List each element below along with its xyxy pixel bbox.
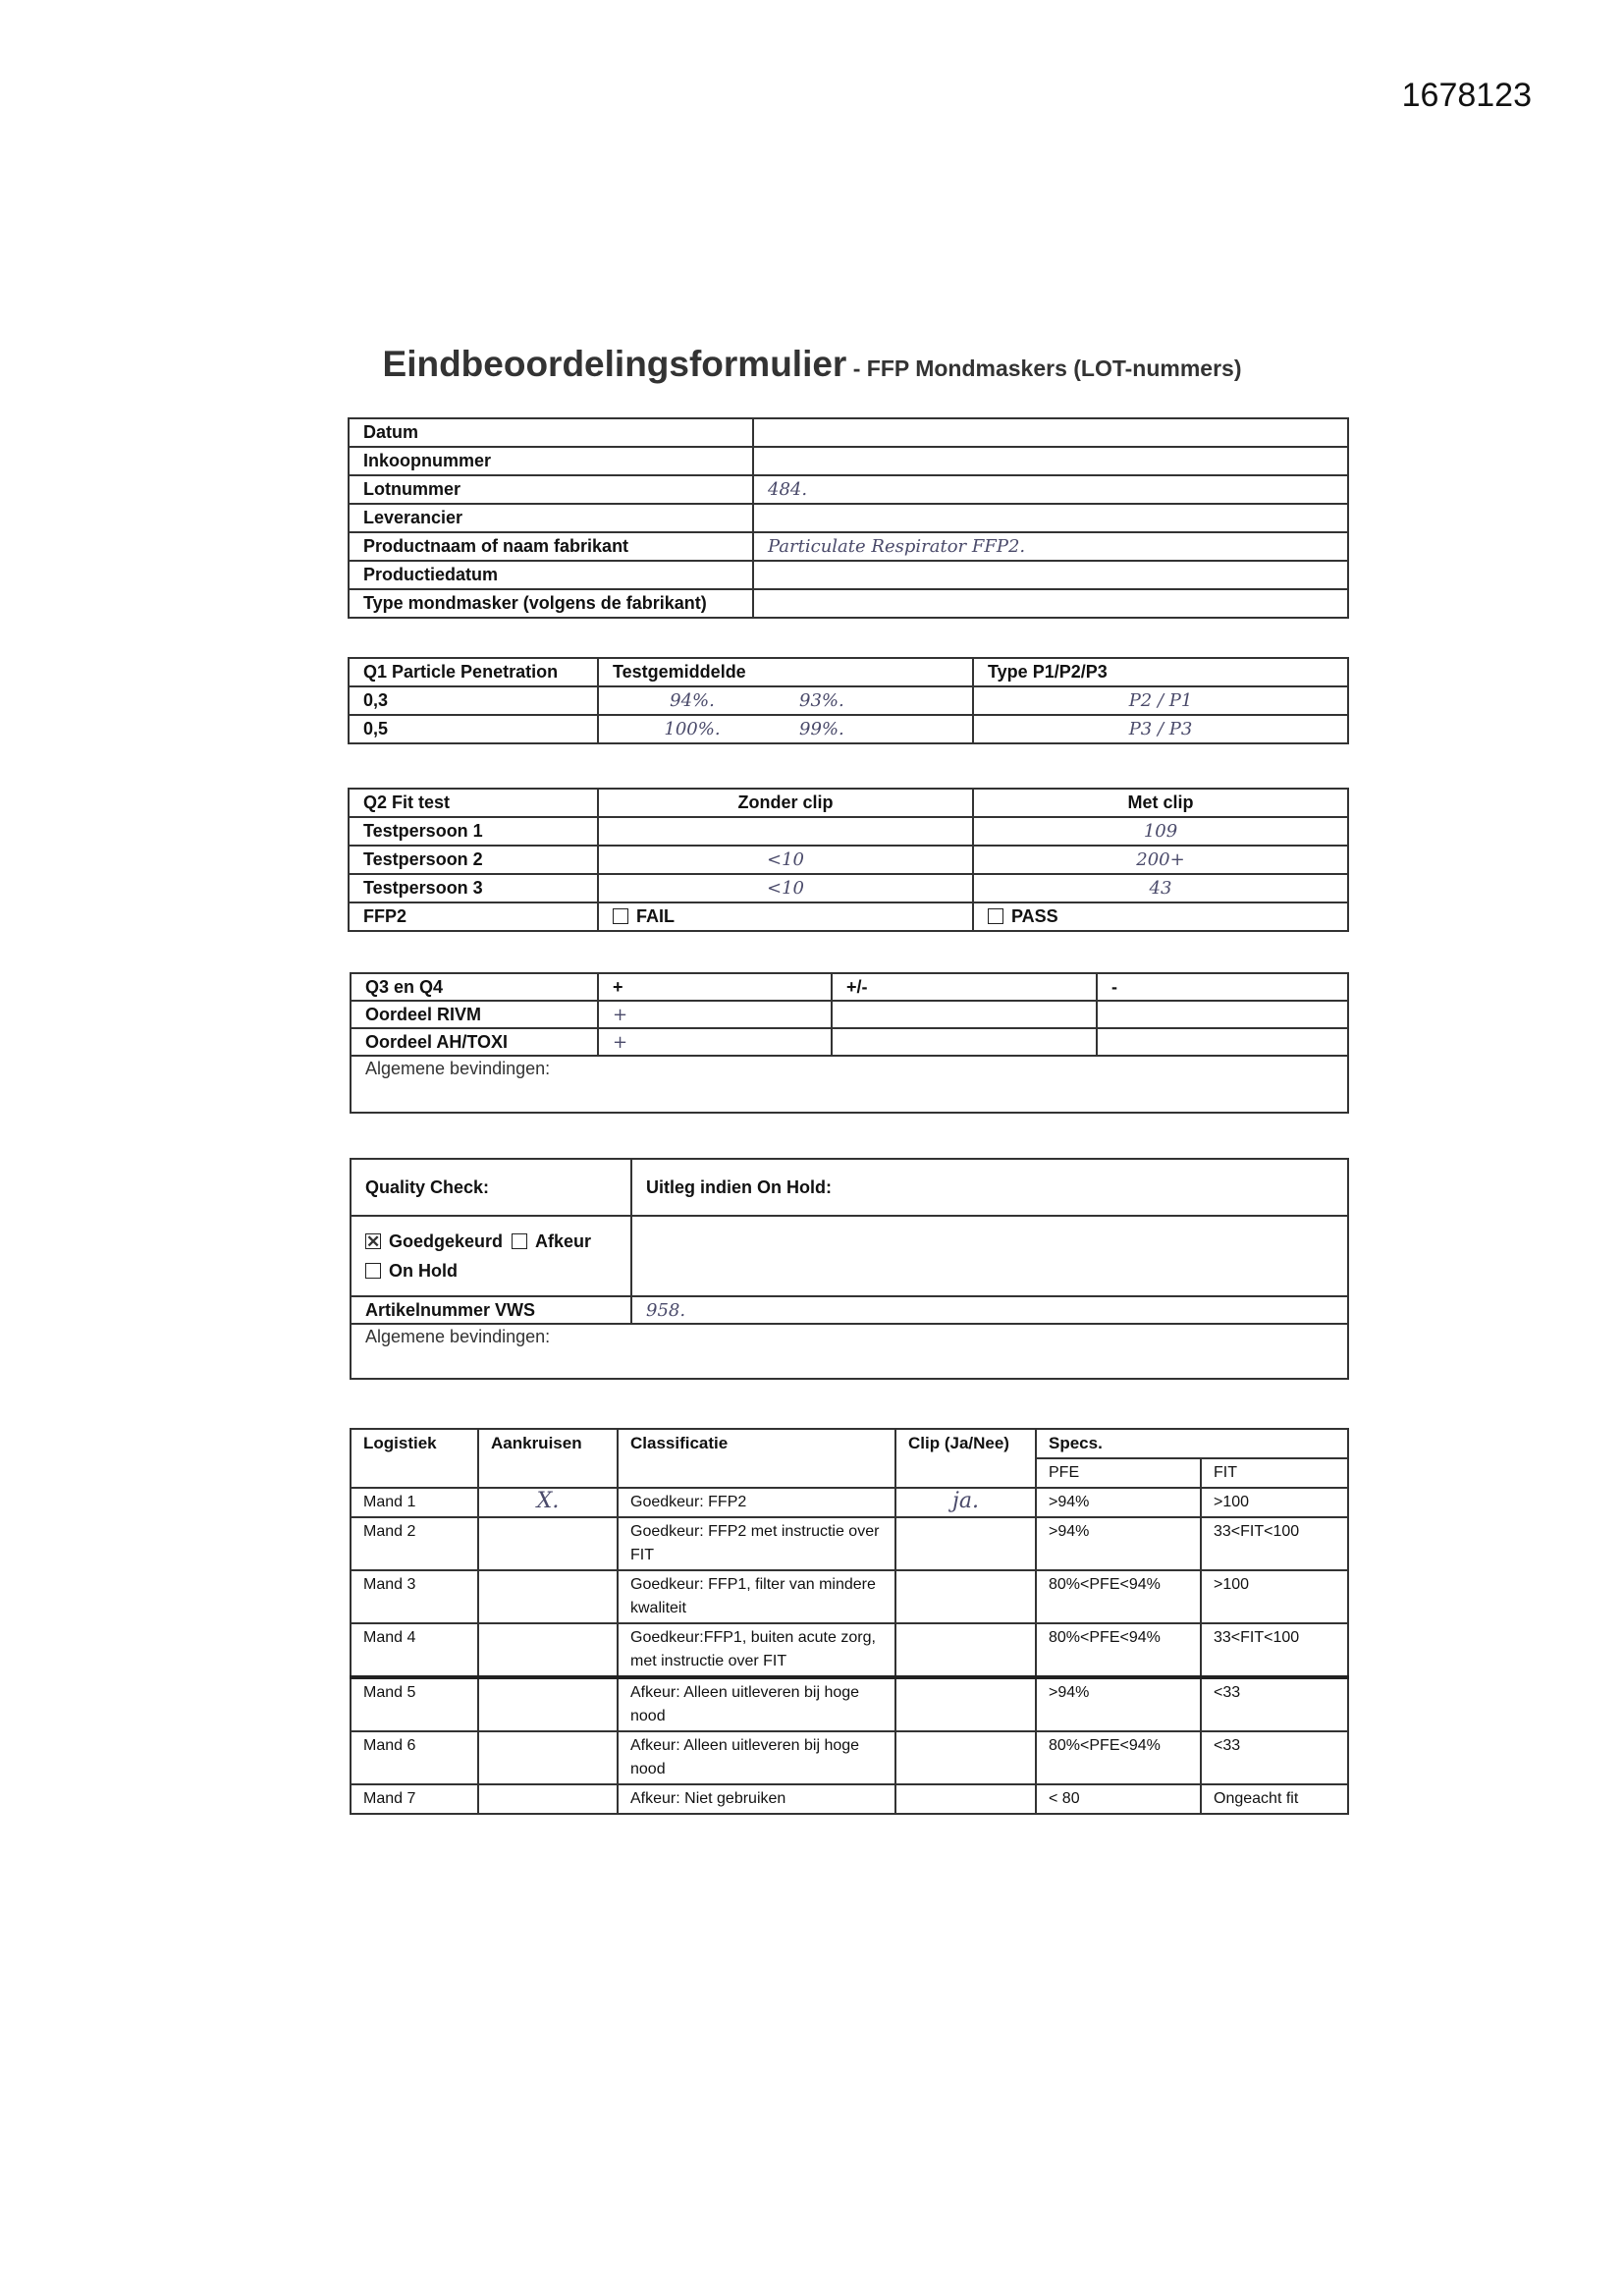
q1-type: P3 / P3 [973, 715, 1348, 743]
q1-label: 0,5 [349, 715, 598, 743]
pass-label: PASS [1011, 906, 1058, 926]
goedgekeurd-label: Goedgekeurd [389, 1231, 504, 1251]
info-row [349, 561, 1348, 589]
info-row [349, 504, 1348, 532]
q3-cell [832, 1028, 1097, 1056]
on-hold-checkbox[interactable] [365, 1261, 458, 1281]
spec-fit: Ongeacht fit [1201, 1784, 1348, 1814]
spec-pfe: >94% [1036, 1677, 1201, 1731]
quality-table [350, 1158, 1349, 1380]
info-label: Inkoopnummer [349, 447, 753, 475]
clip-value [895, 1784, 1036, 1814]
aankruisen-mark [478, 1784, 618, 1814]
q2-ffp2-label: FFP2 [349, 902, 598, 931]
form-title-main: Eindbeoordelingsformulier [382, 344, 847, 384]
q2-row [349, 817, 1348, 846]
on-hold-label: On Hold [389, 1261, 458, 1281]
q1-value-a: 100%. [598, 715, 785, 743]
classificatie: Goedkeur: FFP2 met instructie over FIT [618, 1517, 895, 1570]
info-label: Productiedatum [349, 561, 753, 589]
info-table [348, 417, 1349, 619]
q3-label: Oordeel RIVM [351, 1001, 598, 1028]
q1-value-a: 94%. [598, 686, 785, 715]
quality-check-label: Quality Check: [351, 1159, 631, 1216]
logistiek-row [351, 1677, 1348, 1731]
aankruisen-mark: X. [478, 1488, 618, 1517]
logistiek-row [351, 1517, 1348, 1570]
info-row [349, 589, 1348, 618]
q2-row [349, 846, 1348, 874]
quality-header-row [351, 1159, 1348, 1216]
info-row [349, 447, 1348, 475]
q2-label: Testpersoon 3 [349, 874, 598, 902]
q2-row [349, 874, 1348, 902]
classificatie: Afkeur: Alleen uitleveren bij hoge nood [618, 1677, 895, 1731]
q1-header: Type P1/P2/P3 [973, 658, 1348, 686]
info-label: Lotnummer [349, 475, 753, 504]
q2-zonder: <10 [598, 846, 973, 874]
info-row [349, 418, 1348, 447]
classificatie: Afkeur: Alleen uitleveren bij hoge nood [618, 1731, 895, 1784]
fail-label: FAIL [636, 906, 675, 926]
mand-label: Mand 7 [351, 1784, 478, 1814]
spec-header-pfe: PFE [1036, 1458, 1201, 1488]
mand-label: Mand 6 [351, 1731, 478, 1784]
spec-fit: 33<FIT<100 [1201, 1517, 1348, 1570]
pass-checkbox[interactable] [973, 902, 1348, 931]
q2-header-row [349, 789, 1348, 817]
q2-met: 43 [973, 874, 1348, 902]
info-label: Type mondmasker (volgens de fabrikant) [349, 589, 753, 618]
classificatie: Afkeur: Niet gebruiken [618, 1784, 895, 1814]
clip-value [895, 1731, 1036, 1784]
q3-header: +/- [832, 973, 1097, 1001]
classificatie: Goedkeur:FFP1, buiten acute zorg, met instructie over FIT [618, 1623, 895, 1677]
classificatie: Goedkeur: FFP2 [618, 1488, 895, 1517]
quality-options [351, 1216, 631, 1296]
q3-plus-mark: + [598, 1028, 832, 1056]
checked-box-icon [365, 1233, 381, 1249]
spec-pfe: < 80 [1036, 1784, 1201, 1814]
info-value [753, 504, 1348, 532]
q3-header-row [351, 973, 1348, 1001]
clip-value [895, 1517, 1036, 1570]
logistiek-header: Aankruisen [478, 1429, 618, 1488]
artikel-row [351, 1296, 1348, 1324]
spec-fit: >100 [1201, 1570, 1348, 1623]
spec-pfe: >94% [1036, 1488, 1201, 1517]
afkeur-checkbox[interactable] [508, 1231, 591, 1251]
q1-table [348, 657, 1349, 744]
aankruisen-mark [478, 1677, 618, 1731]
spec-fit: <33 [1201, 1731, 1348, 1784]
q1-value-b: 99%. [785, 715, 973, 743]
q2-ffp2-row [349, 902, 1348, 931]
q2-table [348, 788, 1349, 932]
q2-zonder [598, 817, 973, 846]
info-row [349, 475, 1348, 504]
logistiek-header: Clip (Ja/Nee) [895, 1429, 1036, 1488]
q1-header-row [349, 658, 1348, 686]
info-value [753, 418, 1348, 447]
logistiek-row [351, 1784, 1348, 1814]
artikel-value: 958. [631, 1296, 1348, 1324]
spec-header-fit: FIT [1201, 1458, 1348, 1488]
clip-value: ja. [895, 1488, 1036, 1517]
form-title-sub: - FFP Mondmaskers (LOT-nummers) [846, 355, 1242, 381]
document-id: 1678123 [1401, 77, 1532, 114]
q2-header: Met clip [973, 789, 1348, 817]
afkeur-label: Afkeur [535, 1231, 592, 1251]
logistiek-row [351, 1488, 1348, 1517]
logistiek-header-row [351, 1429, 1348, 1458]
q3-label: Oordeel AH/TOXI [351, 1028, 598, 1056]
aankruisen-mark [478, 1623, 618, 1677]
q3-row [351, 1028, 1348, 1056]
logistiek-row [351, 1623, 1348, 1677]
aankruisen-mark [478, 1570, 618, 1623]
q1-label: 0,3 [349, 686, 598, 715]
info-row [349, 532, 1348, 561]
q1-type: P2 / P1 [973, 686, 1348, 715]
spec-pfe: >94% [1036, 1517, 1201, 1570]
info-value [753, 561, 1348, 589]
aankruisen-mark [478, 1731, 618, 1784]
quality-general-label: Algemene bevindingen: [351, 1324, 1348, 1379]
spec-pfe: 80%<PFE<94% [1036, 1570, 1201, 1623]
quality-options-row [351, 1216, 1348, 1296]
logistiek-table [350, 1428, 1349, 1815]
logistiek-row [351, 1570, 1348, 1623]
checkbox-icon [613, 908, 628, 924]
q3-header: + [598, 973, 832, 1001]
spec-fit: >100 [1201, 1488, 1348, 1517]
logistiek-header: Logistiek [351, 1429, 478, 1488]
mand-label: Mand 3 [351, 1570, 478, 1623]
mand-label: Mand 1 [351, 1488, 478, 1517]
form-title [0, 344, 1624, 385]
q3-plus-mark: + [598, 1001, 832, 1028]
uitleg-value [631, 1216, 1348, 1296]
clip-value [895, 1623, 1036, 1677]
q3-row [351, 1001, 1348, 1028]
logistiek-header: Specs. [1036, 1429, 1348, 1458]
info-value [753, 447, 1348, 475]
checkbox-icon [365, 1263, 381, 1279]
mand-label: Mand 2 [351, 1517, 478, 1570]
info-value [753, 589, 1348, 618]
info-label: Leverancier [349, 504, 753, 532]
spec-pfe: 80%<PFE<94% [1036, 1623, 1201, 1677]
info-label: Productnaam of naam fabrikant [349, 532, 753, 561]
mand-label: Mand 4 [351, 1623, 478, 1677]
q3-table [350, 972, 1349, 1114]
spec-fit: 33<FIT<100 [1201, 1623, 1348, 1677]
info-value: 484. [753, 475, 1348, 504]
q3-cell [1097, 1028, 1348, 1056]
q1-header: Testgemiddelde [598, 658, 973, 686]
q3-cell [1097, 1001, 1348, 1028]
q1-value-b: 93%. [785, 686, 973, 715]
fail-checkbox[interactable] [598, 902, 973, 931]
q3-cell [832, 1001, 1097, 1028]
artikel-label: Artikelnummer VWS [351, 1296, 631, 1324]
q2-zonder: <10 [598, 874, 973, 902]
goedgekeurd-checkbox[interactable] [365, 1231, 503, 1251]
checkbox-icon [988, 908, 1003, 924]
q1-header: Q1 Particle Penetration [349, 658, 598, 686]
logistiek-row [351, 1731, 1348, 1784]
q3-general-label: Algemene bevindingen: [351, 1056, 1348, 1113]
uitleg-label: Uitleg indien On Hold: [631, 1159, 1348, 1216]
q3-general-row [351, 1056, 1348, 1113]
classificatie: Goedkeur: FFP1, filter van mindere kwaliteit [618, 1570, 895, 1623]
spec-pfe: 80%<PFE<94% [1036, 1731, 1201, 1784]
mand-label: Mand 5 [351, 1677, 478, 1731]
q3-header: - [1097, 973, 1348, 1001]
q1-row [349, 715, 1348, 743]
aankruisen-mark [478, 1517, 618, 1570]
q2-label: Testpersoon 1 [349, 817, 598, 846]
clip-value [895, 1570, 1036, 1623]
q2-met: 109 [973, 817, 1348, 846]
q3-header: Q3 en Q4 [351, 973, 598, 1001]
clip-value [895, 1677, 1036, 1731]
spec-fit: <33 [1201, 1677, 1348, 1731]
q2-header: Q2 Fit test [349, 789, 598, 817]
checkbox-icon [512, 1233, 527, 1249]
info-value: Particulate Respirator FFP2. [753, 532, 1348, 561]
quality-general-row [351, 1324, 1348, 1379]
q2-met: 200+ [973, 846, 1348, 874]
q2-header: Zonder clip [598, 789, 973, 817]
q2-label: Testpersoon 2 [349, 846, 598, 874]
info-label: Datum [349, 418, 753, 447]
q1-row [349, 686, 1348, 715]
logistiek-header: Classificatie [618, 1429, 895, 1488]
